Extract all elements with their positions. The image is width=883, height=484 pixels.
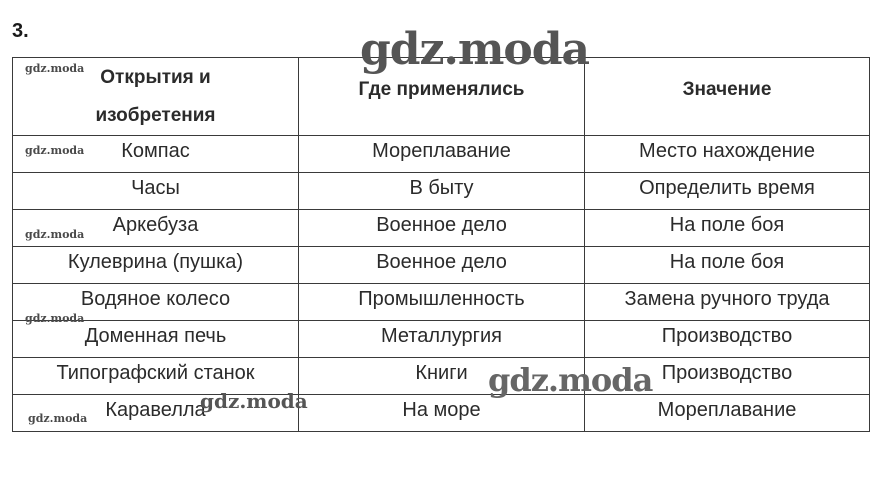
cell-meaning: Место нахождение [585, 136, 870, 173]
cell-invention: Часы [13, 173, 299, 210]
header-inventions-line2: изобретения [95, 104, 216, 126]
cell-where: Книги [299, 358, 585, 395]
watermark-small: gdz.moda [28, 412, 88, 425]
watermark-small: gdz.moda [25, 62, 85, 75]
cell-meaning: На поле боя [585, 210, 870, 247]
cell-where: Промышленность [299, 284, 585, 321]
header-inventions-line1: Открытия и [100, 66, 211, 88]
task-number: 3. [12, 20, 29, 42]
cell-invention: Каравелла [13, 395, 299, 432]
cell-invention: Доменная печь [13, 321, 299, 358]
cell-where: Военное дело [299, 247, 585, 284]
table-row [13, 395, 870, 432]
watermark-small: gdz.moda [25, 144, 85, 157]
table-row [13, 284, 870, 321]
cell-meaning: Определить время [585, 173, 870, 210]
cell-meaning: Мореплавание [585, 395, 870, 432]
watermark-mid: gdz.moda [488, 361, 653, 399]
header-where-used: Где применялись [299, 58, 585, 136]
inventions-table [12, 57, 870, 432]
cell-invention: Типографский станок [13, 358, 299, 395]
cell-where: Металлургия [299, 321, 585, 358]
cell-invention: Аркебуза [13, 210, 299, 247]
cell-invention: Кулеврина (пушка) [13, 247, 299, 284]
watermark-large: gdz.moda [360, 24, 590, 75]
cell-where: Мореплавание [299, 136, 585, 173]
cell-where: На море [299, 395, 585, 432]
cell-where: Военное дело [299, 210, 585, 247]
cell-meaning: На поле боя [585, 247, 870, 284]
header-meaning: Значение [585, 58, 870, 136]
cell-meaning: Производство [585, 321, 870, 358]
cell-meaning: Производство [585, 358, 870, 395]
table-row [13, 321, 870, 358]
cell-invention: Водяное колесо [13, 284, 299, 321]
watermark-medium: gdz.moda [200, 389, 308, 413]
table-row [13, 247, 870, 284]
table-row [13, 173, 870, 210]
watermark-small: gdz.moda [25, 312, 85, 325]
cell-invention: Компас [13, 136, 299, 173]
table-row [13, 210, 870, 247]
table-row [13, 136, 870, 173]
cell-meaning: Замена ручного труда [585, 284, 870, 321]
table-row [13, 358, 870, 395]
watermark-small: gdz.moda [25, 228, 85, 241]
cell-where: В быту [299, 173, 585, 210]
